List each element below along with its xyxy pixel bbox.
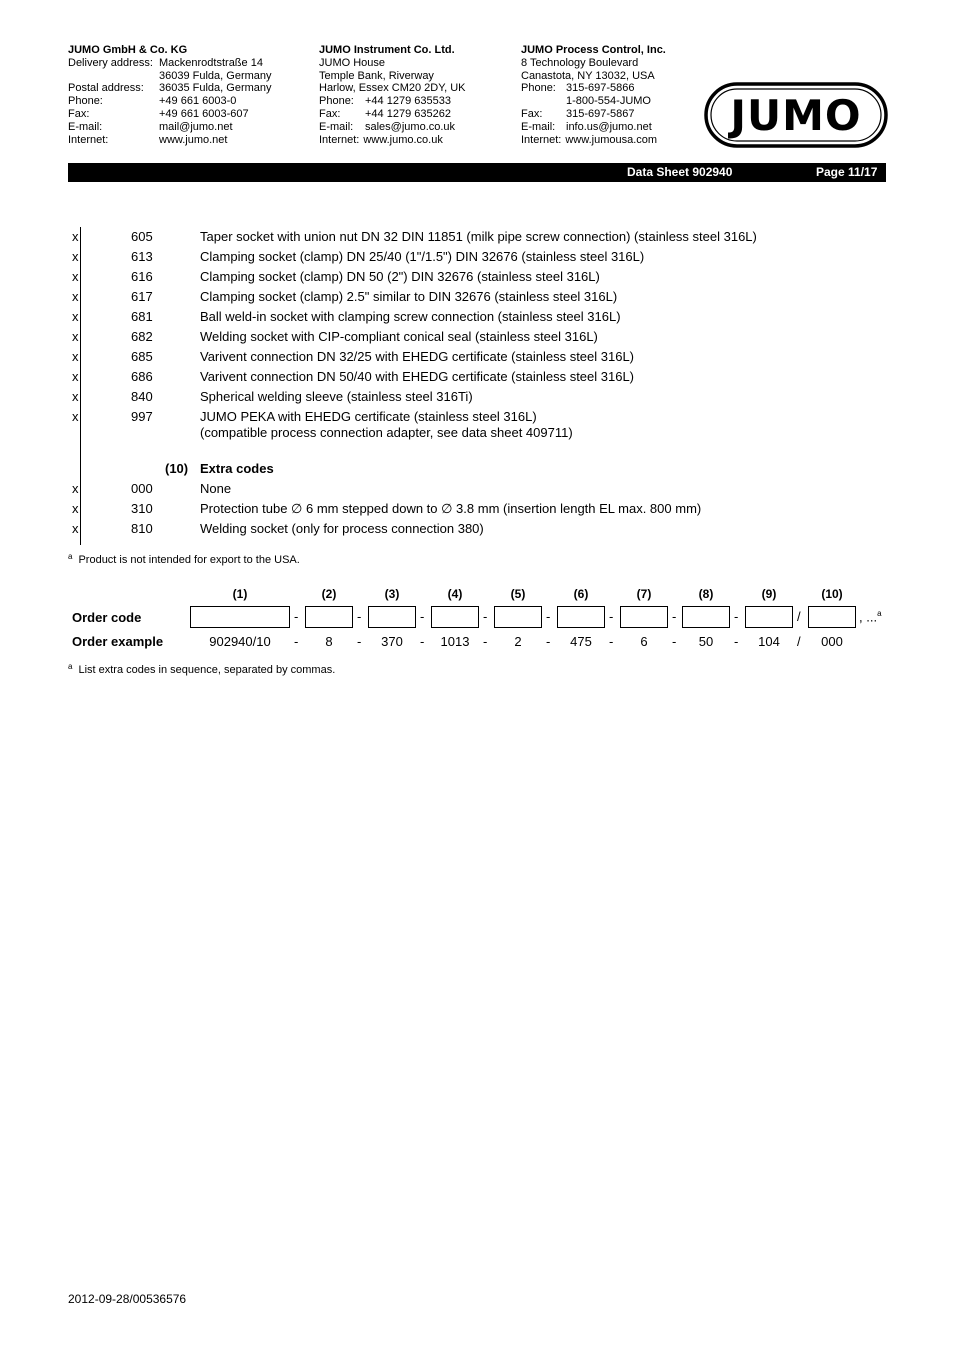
column-header: (8)	[698, 587, 714, 601]
address-usa	[521, 44, 666, 146]
separator: -	[357, 634, 362, 649]
list-item	[68, 387, 886, 407]
example-value: 50	[698, 634, 714, 649]
fax-label: Fax:	[521, 107, 543, 120]
phone-value: 315-697-5866	[566, 82, 635, 95]
website-link[interactable]: www.jumo.net	[159, 133, 228, 146]
separator: -	[294, 634, 299, 649]
header-bar	[68, 163, 886, 182]
company-name: JUMO GmbH & Co. KG	[68, 44, 188, 56]
option-description: Taper socket with union nut DN 32 DIN 11851 (milk pipe screw connection) (stainless steel 316L)	[200, 229, 757, 244]
email-label: E-mail:	[521, 120, 556, 133]
continuation-text: , ...	[859, 609, 878, 625]
email-link[interactable]: sales@jumo.co.uk	[365, 120, 456, 133]
select-mark: x	[72, 481, 79, 496]
separator: -	[420, 634, 425, 649]
example-value: 2	[514, 634, 522, 649]
column-header: (3)	[384, 587, 400, 601]
phone-label: Phone:	[319, 95, 354, 108]
phone-value: 1-800-554-JUMO	[566, 95, 651, 108]
column-header: (10)	[821, 587, 843, 601]
option-code: 997	[131, 409, 153, 424]
option-code: 686	[131, 369, 153, 384]
document-id: 2012-09-28/00536576	[68, 1292, 187, 1306]
option-description: Clamping socket (clamp) DN 25/40 (1"/1.5") DIN 32676 (stainless steel 316L)	[200, 249, 645, 264]
order-code-field-8[interactable]	[682, 606, 730, 628]
example-value: 370	[381, 634, 403, 649]
option-code: 613	[131, 249, 153, 264]
select-mark: x	[72, 521, 79, 536]
fax-value: +49 661 6003-607	[159, 107, 249, 120]
order-code-label: Order code	[72, 610, 142, 625]
email-link[interactable]: info.us@jumo.net	[566, 120, 652, 133]
separator: -	[420, 609, 425, 624]
website-link[interactable]: www.jumo.co.uk	[363, 133, 443, 146]
example-value: 000	[821, 634, 843, 649]
separator: -	[357, 609, 362, 624]
separator: /	[797, 609, 801, 624]
option-code: 682	[131, 329, 153, 344]
footnote-mark: a	[877, 609, 882, 618]
list-item	[68, 499, 886, 519]
separator: -	[483, 609, 488, 624]
footnote-mark: a	[68, 662, 73, 671]
option-code: 617	[131, 289, 153, 304]
separator: -	[672, 634, 677, 649]
separator: -	[294, 609, 299, 624]
footnote-mark: a	[68, 552, 73, 561]
fax-value: +44 1279 635262	[365, 107, 451, 120]
internet-label: Internet:	[521, 133, 562, 146]
section-heading	[68, 443, 886, 479]
option-code: 616	[131, 269, 153, 284]
address-line: 8 Technology Boulevard	[521, 56, 639, 69]
select-mark: x	[72, 389, 79, 404]
order-code-field-5[interactable]	[494, 606, 542, 628]
code-list	[68, 227, 886, 539]
footnote-text: List extra codes in sequence, separated by commas.	[78, 664, 336, 676]
separator: /	[797, 634, 801, 649]
option-description	[200, 409, 573, 441]
option-code: 310	[131, 501, 153, 516]
footnote-text: Product is not intended for export to the USA.	[78, 554, 300, 566]
company-name: JUMO Process Control, Inc.	[521, 44, 666, 56]
option-description: Varivent connection DN 32/25 with EHEDG certificate (stainless steel 316L)	[200, 349, 635, 364]
option-description: Clamping socket (clamp) 2.5" similar to DIN 32676 (stainless steel 316L)	[200, 289, 618, 304]
address-germany	[68, 44, 272, 146]
example-value: 8	[325, 634, 333, 649]
option-description: Clamping socket (clamp) DN 50 (2") DIN 32676 (stainless steel 316L)	[200, 269, 600, 284]
list-item	[68, 287, 886, 307]
phone-value: +49 661 6003-0	[159, 95, 237, 108]
option-code: 685	[131, 349, 153, 364]
email-label: E-mail:	[68, 120, 103, 133]
column-header: (9)	[761, 587, 777, 601]
separator: -	[609, 609, 614, 624]
option-description: Protection tube ∅ 6 mm stepped down to ∅ 3.8 mm (insertion length EL max. 800 mm)	[200, 501, 702, 516]
address-line: JUMO House	[319, 56, 386, 69]
email-label: E-mail:	[319, 120, 354, 133]
list-item	[68, 247, 886, 267]
delivery-address: Mackenrodtstraße 14	[159, 56, 263, 69]
list-item	[68, 519, 886, 539]
select-mark: x	[72, 309, 79, 324]
address-uk	[319, 44, 466, 146]
phone-label: Phone:	[521, 82, 556, 95]
example-value: 475	[570, 634, 592, 649]
separator: -	[734, 634, 739, 649]
select-mark: x	[72, 289, 79, 304]
list-item	[68, 347, 886, 367]
column-header: (7)	[636, 587, 652, 601]
separator: -	[672, 609, 677, 624]
section-title: Extra codes	[200, 461, 274, 476]
list-item	[68, 407, 886, 443]
footnote	[68, 662, 335, 676]
option-description: None	[200, 481, 232, 496]
fax-value: 315-697-5867	[566, 107, 635, 120]
order-code-field-10[interactable]	[808, 606, 856, 628]
option-code: 681	[131, 309, 153, 324]
option-description: Welding socket with CIP-compliant conical seal (stainless steel 316L)	[200, 329, 598, 344]
postal-address: 36035 Fulda, Germany	[159, 82, 272, 95]
description-line: (compatible process connection adapter, see data sheet 409711)	[200, 425, 573, 440]
delivery-city: 36039 Fulda, Germany	[159, 69, 272, 82]
order-example-label: Order example	[72, 634, 164, 649]
column-header: (6)	[573, 587, 589, 601]
column-header: (5)	[510, 587, 526, 601]
postal-label: Postal address:	[68, 82, 144, 95]
delivery-label: Delivery address:	[68, 56, 153, 69]
list-item	[68, 307, 886, 327]
extra-codes-continuation	[859, 609, 882, 624]
logo-text: JUMO	[730, 91, 862, 140]
select-mark: x	[72, 409, 79, 424]
list-item	[68, 327, 886, 347]
phone-label: Phone:	[68, 95, 103, 108]
order-code-field-9[interactable]	[745, 606, 793, 628]
separator: -	[546, 634, 551, 649]
option-description: Ball weld-in socket with clamping screw connection (stainless steel 316L)	[200, 309, 621, 324]
order-code-field-4[interactable]	[431, 606, 479, 628]
phone-value: +44 1279 635533	[365, 95, 451, 108]
order-code-table	[68, 586, 886, 656]
select-mark: x	[72, 369, 79, 384]
order-code-field-7[interactable]	[620, 606, 668, 628]
option-code: 000	[131, 481, 153, 496]
address-line: Canastota, NY 13032, USA	[521, 69, 655, 82]
email-link[interactable]: mail@jumo.net	[159, 120, 233, 133]
select-mark: x	[72, 229, 79, 244]
list-item	[68, 267, 886, 287]
option-code: 605	[131, 229, 153, 244]
jumo-logo	[704, 82, 888, 148]
order-code-field-6[interactable]	[557, 606, 605, 628]
page-number: Page 11/17	[816, 165, 878, 179]
list-item	[68, 479, 886, 499]
separator: -	[734, 609, 739, 624]
option-description: Welding socket (only for process connection 380)	[200, 521, 484, 536]
column-header: (4)	[447, 587, 463, 601]
list-item	[68, 367, 886, 387]
select-mark: x	[72, 329, 79, 344]
address-line: Harlow, Essex CM20 2DY, UK	[319, 82, 466, 95]
internet-label: Internet:	[319, 133, 360, 146]
order-code-field-2[interactable]	[305, 606, 353, 628]
internet-label: Internet:	[68, 133, 109, 146]
option-description: Varivent connection DN 50/40 with EHEDG certificate (stainless steel 316L)	[200, 369, 635, 384]
example-value: 6	[640, 634, 648, 649]
fax-label: Fax:	[319, 107, 341, 120]
order-code-field-1[interactable]	[190, 606, 290, 628]
description-line: JUMO PEKA with EHEDG certificate (stainless steel 316L)	[200, 409, 537, 424]
example-value: 1013	[440, 634, 470, 649]
column-header: (1)	[232, 587, 248, 601]
address-line: Temple Bank, Riverway	[319, 69, 434, 82]
option-description: Spherical welding sleeve (stainless steel 316Ti)	[200, 389, 473, 404]
example-value: 902940/10	[209, 634, 271, 649]
separator: -	[609, 634, 614, 649]
fax-label: Fax:	[68, 107, 90, 120]
order-code-field-3[interactable]	[368, 606, 416, 628]
select-mark: x	[72, 501, 79, 516]
option-code: 810	[131, 521, 153, 536]
website-link[interactable]: www.jumousa.com	[565, 133, 658, 146]
select-mark: x	[72, 269, 79, 284]
select-mark: x	[72, 349, 79, 364]
example-value: 104	[758, 634, 780, 649]
separator: -	[546, 609, 551, 624]
select-mark: x	[72, 249, 79, 264]
data-sheet-label: Data Sheet 902940	[627, 165, 733, 179]
separator: -	[483, 634, 488, 649]
section-number: (10)	[165, 461, 189, 476]
list-item	[68, 227, 886, 247]
company-name: JUMO Instrument Co. Ltd.	[319, 44, 455, 56]
option-code: 840	[131, 389, 153, 404]
footnote	[68, 552, 300, 566]
column-header: (2)	[321, 587, 337, 601]
